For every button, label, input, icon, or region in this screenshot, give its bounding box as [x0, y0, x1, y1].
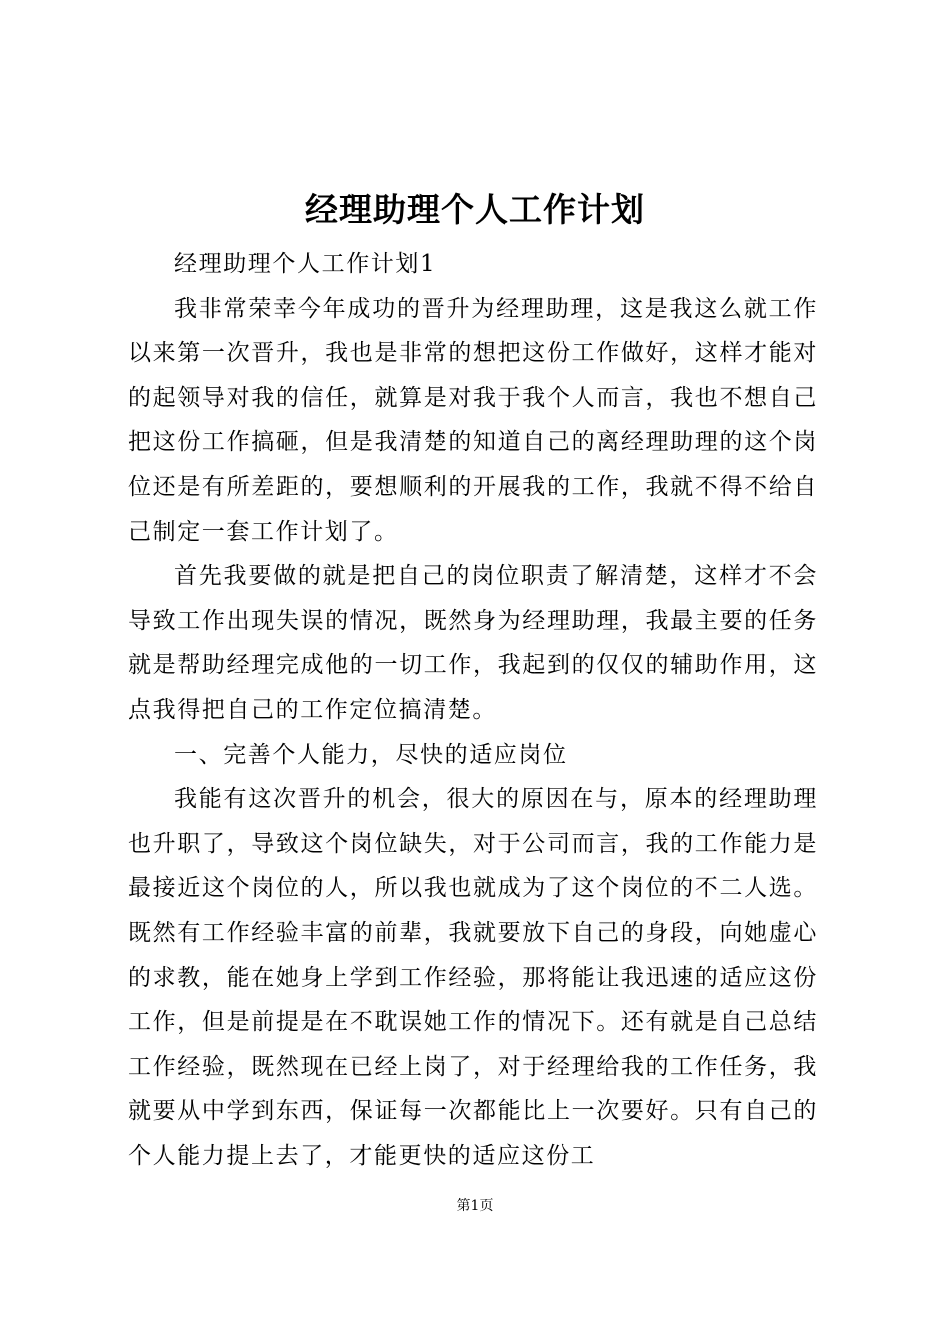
- page-number: 第1页: [456, 1198, 494, 1214]
- document-title: 经理助理个人工作计划: [305, 190, 645, 229]
- paragraph-duties: 首先我要做的就是把自己的岗位职责了解清楚，这样才不会导致工作出现失误的情况，既然身为经理助理，我最主要的任务就是帮助经理完成他的一切工作，我起到的仅仅的辅助作用，这点我得把自己的工作定位搞清楚。: [128, 563, 818, 723]
- paragraph-intro: 我非常荣幸今年成功的晋升为经理助理，这是我这么就工作以来第一次晋升，我也是非常的想把这份工作做好，这样才能对的起领导对我的信任，就算是对我于我个人而言，我也不想自己把这份工作搞砸，但是我清楚的知道自己的离经理助理的这个岗位还是有所差距的，要想顺利的开展我的工作，我就不得不给自己制定一套工作计划了。: [128, 295, 818, 545]
- document-body: [128, 242, 818, 1178]
- paragraph-ability: 我能有这次晋升的机会，很大的原因在与，原本的经理助理也升职了，导致这个岗位缺失，对于公司而言，我的工作能力是最接近这个岗位的人，所以我也就成为了这个岗位的不二人选。既然有工作经验丰富的前辈，我就要放下自己的身段，向她虚心的求教，能在她身上学到工作经验，那将能让我迅速的适应这份工作，但是前提是在不耽误她工作的情况下。还有就是自己总结工作经验，既然现在已经上岗了，对于经理给我的工作任务，我就要从中学到东西，保证每一次都能比上一次要好。只有自己的个人能力提上去了，才能更快的适应这份工: [128, 786, 818, 1169]
- section-heading-1: 一、完善个人能力，尽快的适应岗位: [174, 741, 568, 768]
- paragraph-heading-1: 经理助理个人工作计划1: [174, 251, 437, 277]
